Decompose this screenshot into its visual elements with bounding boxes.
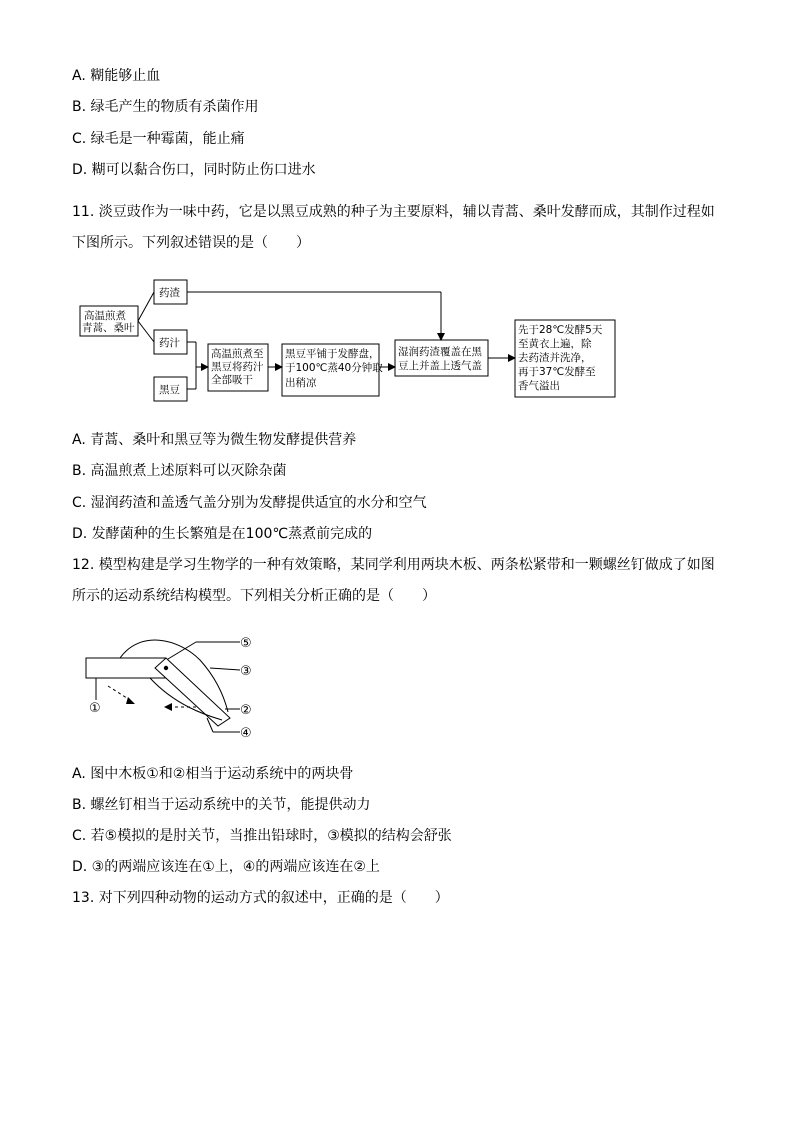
q12-option-c: C. 若⑤模拟的是肘关节，当推出铅球时，③模拟的结构会舒张 [72, 828, 452, 844]
q10-option-d: D. 糊可以黏合伤口，同时防止伤口进水 [72, 162, 316, 178]
board-1 [86, 658, 166, 678]
flow-step3-line1: 湿润药渣覆盖在黑 [398, 346, 482, 358]
flow-step2-line1: 黑豆平铺于发酵盘， [285, 348, 380, 360]
flow-step2-line2: 于100℃蒸40分钟取 [285, 362, 383, 374]
dashed-arrow-left [108, 686, 130, 700]
q12-stem-line2: 所示的运动系统结构模型。下列相关分析正确的是（ ） [72, 588, 436, 604]
label-2: ② [240, 703, 252, 718]
flow-step4-line5: 香气溢出 [518, 380, 560, 392]
q11-option-a: A. 青蒿、桑叶和黑豆等为微生物发酵提供营养 [72, 432, 357, 448]
q11-stem-line1: 11. 淡豆豉作为一味中药，它是以黑豆成熟的种子为主要原料，辅以青蒿、桑叶发酵而成，其制作过程如 [72, 204, 715, 220]
q13-stem: 13. 对下列四种动物的运动方式的叙述中，正确的是（ ） [72, 890, 449, 906]
flow-start-line2: 青蒿、桑叶 [82, 322, 135, 334]
q12-option-d: D. ③的两端应该连在①上，④的两端应该连在②上 [72, 859, 380, 875]
flow-step1-line3: 全部吸干 [211, 374, 253, 386]
flow-yaozhi: 药汁 [159, 337, 180, 349]
flow-step1-line2: 黑豆将药汁 [211, 361, 264, 373]
flow-step2-line3: 出稍凉 [285, 377, 317, 389]
q11-option-b: B. 高温煎煮上述原料可以灭除杂菌 [72, 463, 287, 479]
label-5: ⑤ [240, 636, 252, 651]
q12-option-a: A. 图中木板①和②相当于运动系统中的两块骨 [72, 766, 354, 782]
q10-option-a: A. 糊能够止血 [72, 68, 161, 84]
q11-option-c: C. 湿润药渣和盖透气盖分别为发酵提供适宜的水分和空气 [72, 495, 427, 511]
flow-step1-line1: 高温煎煮至 [211, 348, 264, 360]
flow-step4-line3: 去药渣并洗净， [518, 352, 592, 364]
flow-step4-line2: 至黄衣上遍，除 [518, 338, 592, 350]
flow-step4-line4: 再于37℃发酵至 [518, 366, 596, 378]
label-4: ④ [240, 726, 252, 741]
flow-step3-line2: 豆上并盖上透气盖 [398, 360, 482, 372]
flow-heidou: 黑豆 [159, 384, 180, 396]
q11-option-d: D. 发酵菌种的生长繁殖是在100℃蒸煮前完成的 [72, 526, 373, 542]
q10-option-b: B. 绿毛产生的物质有杀菌作用 [72, 99, 259, 115]
flow-step4-line1: 先于28℃发酵5天 [518, 324, 603, 336]
label-3: ③ [240, 664, 252, 679]
flow-start-line1: 高温煎煮 [84, 310, 126, 322]
q12-stem-line1: 12. 模型构建是学习生物学的一种有效策略，某同学利用两块木板、两条松紧带和一颗螺丝钉做成了如图 [72, 557, 715, 573]
q12-option-b: B. 螺丝钉相当于运动系统中的关节，能提供动力 [72, 797, 371, 813]
q11-stem-line2: 下图所示。下列叙述错误的是（ ） [72, 235, 310, 251]
flow-yaozha: 药渣 [159, 287, 180, 299]
label-1: ① [89, 701, 101, 716]
q10-option-c: C. 绿毛是一种霉菌，能止痛 [72, 131, 245, 147]
screw-dot [164, 666, 168, 670]
